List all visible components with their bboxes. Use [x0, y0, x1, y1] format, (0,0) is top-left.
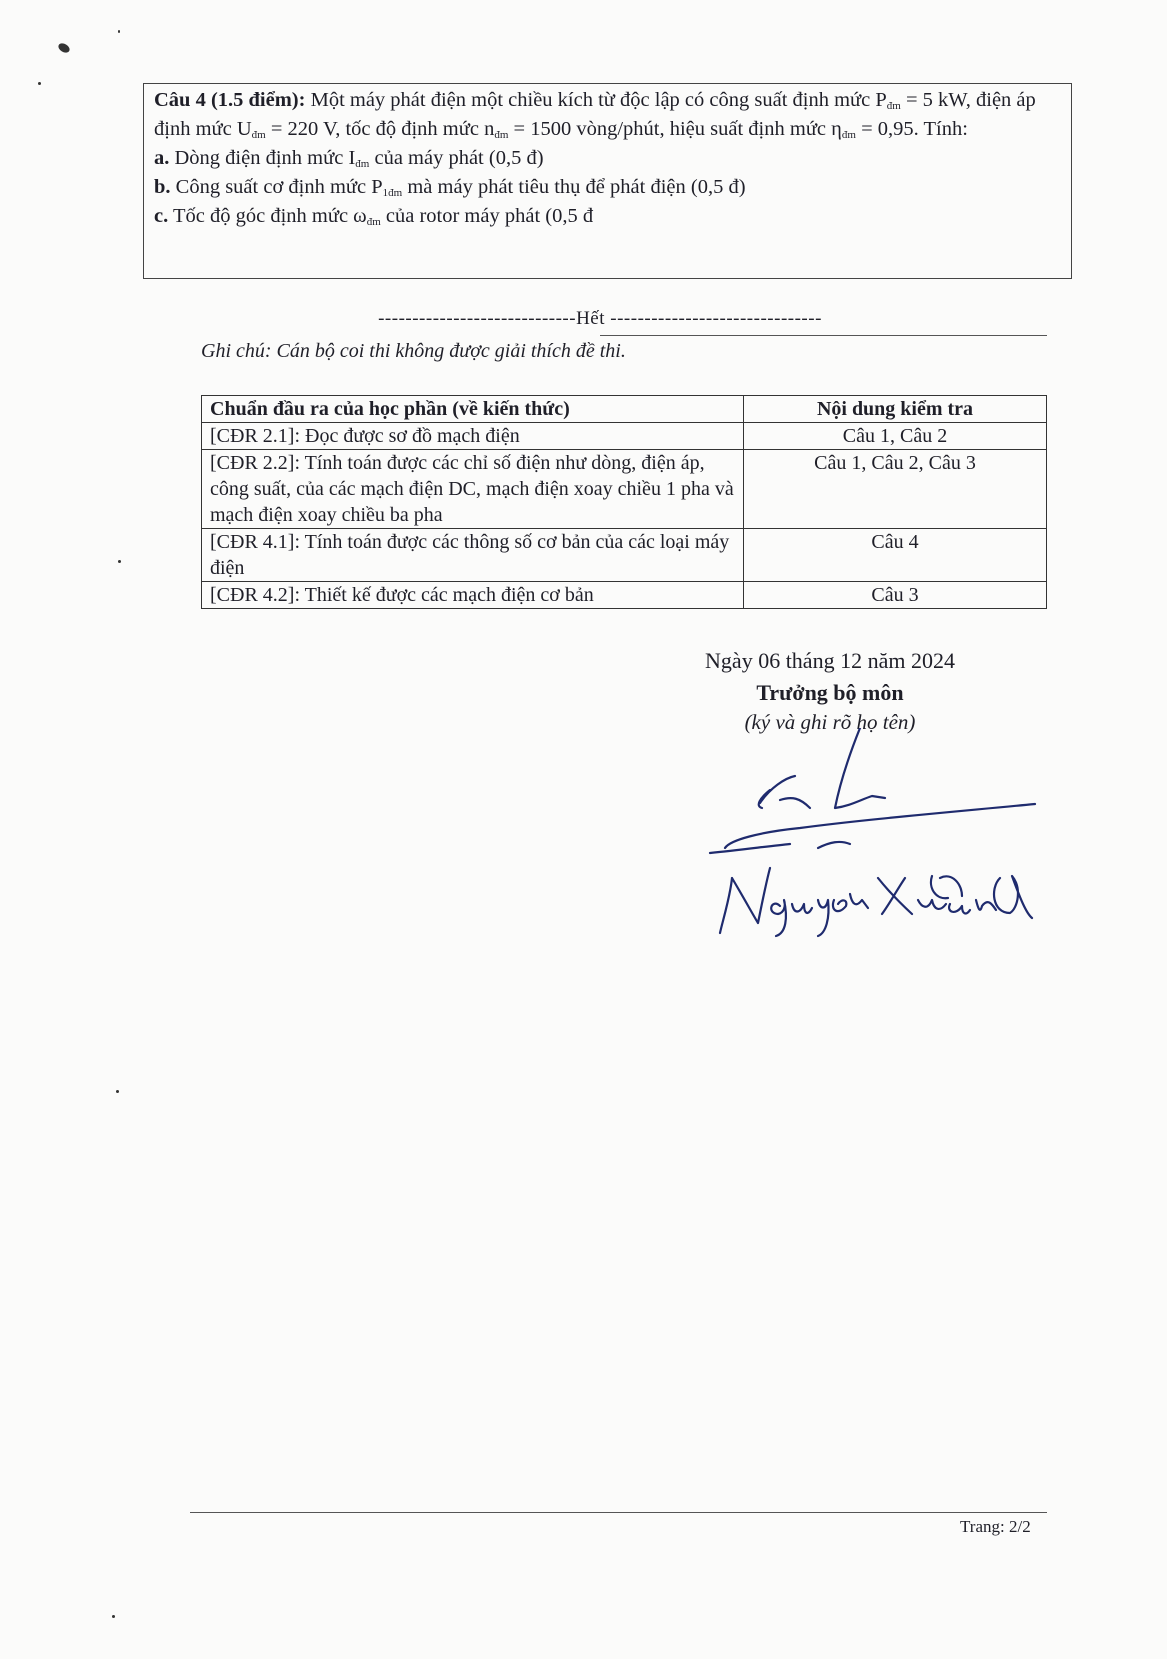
scan-speck — [116, 1090, 119, 1093]
handwritten-signature — [700, 728, 1040, 948]
part-c-label: c. — [154, 205, 169, 227]
outcome-cell: [CĐR 2.2]: Tính toán được các chỉ số điện như dòng, điện áp, công suất, của các mạch điện DC, mạch điện xoay chiều 1 pha và mạch điện xoay chiều ba pha — [202, 450, 744, 529]
outcome-cell: [CĐR 2.1]: Đọc được sơ đồ mạch điện — [202, 423, 744, 450]
table-row — [202, 450, 1047, 529]
subscript: đm — [841, 129, 856, 141]
part-a-label: a. — [154, 147, 170, 169]
question-text: = 220 V, tốc độ định mức n — [265, 118, 495, 140]
subscript: đm — [251, 129, 266, 141]
content-cell: Câu 1, Câu 2, Câu 3 — [744, 450, 1047, 529]
footer-divider — [190, 1512, 1047, 1513]
subscript: đm — [494, 129, 509, 141]
table-row — [202, 582, 1047, 609]
question-text: = 5 kW, điện áp định mức U — [154, 89, 1036, 140]
part-c-text: của rotor máy phát (0,5 đ — [380, 205, 594, 227]
subscript: đm — [886, 100, 901, 112]
question-text: = 0,95. Tính: — [855, 118, 968, 140]
scan-speck — [112, 1615, 115, 1618]
question-text: = 1500 vòng/phút, hiệu suất định mức η — [508, 118, 842, 140]
table-row — [202, 423, 1047, 450]
content-cell: Câu 4 — [744, 529, 1047, 582]
question-part-b — [154, 173, 1057, 202]
header-outcome: Chuẩn đầu ra của học phần (về kiến thức) — [202, 396, 744, 423]
subscript: đm — [366, 216, 381, 228]
part-b-text: mà máy phát tiêu thụ để phát điện (0,5 đ) — [402, 176, 746, 198]
signature-hint: (ký và ghi rõ họ tên) — [744, 710, 916, 734]
page-number: Trang: 2/2 — [960, 1517, 1031, 1536]
table-header-row — [202, 396, 1047, 423]
subscript: 1đm — [382, 187, 403, 199]
outcome-cell: [CĐR 4.2]: Thiết kế được các mạch điện cơ bản — [202, 582, 744, 609]
learning-outcomes-table — [201, 395, 1047, 609]
question-4-box — [143, 83, 1072, 279]
part-a-text: của máy phát (0,5 đ) — [369, 147, 544, 169]
signature-title: Trưởng bộ môn — [756, 680, 904, 705]
question-part-a — [154, 144, 1057, 173]
exam-note: Ghi chú: Cán bộ coi thi không được giải thích đề thi. — [201, 340, 626, 362]
question-4-heading: Câu 4 (1.5 điểm): — [154, 89, 306, 111]
question-4-intro — [154, 86, 1057, 144]
question-text: Một máy phát điện một chiều kích từ độc lập có công suất định mức P — [305, 89, 887, 111]
scan-speck — [118, 30, 120, 33]
content-cell: Câu 3 — [744, 582, 1047, 609]
question-part-c — [154, 202, 1057, 231]
scan-speck — [57, 42, 71, 55]
end-of-exam-marker: -----------------------------Hết ------------------------------- — [378, 308, 822, 329]
part-a-text: Dòng điện định mức I — [169, 147, 356, 169]
subscript: đm — [355, 158, 370, 170]
header-content: Nội dung kiểm tra — [744, 396, 1047, 423]
scan-speck — [38, 82, 41, 85]
part-b-label: b. — [154, 176, 171, 198]
divider — [600, 335, 1047, 336]
part-b-text: Công suất cơ định mức P — [170, 176, 383, 198]
table-row — [202, 529, 1047, 582]
scan-speck — [118, 560, 121, 563]
content-cell: Câu 1, Câu 2 — [744, 423, 1047, 450]
part-c-text: Tốc độ góc định mức ω — [168, 205, 367, 227]
signature-date: Ngày 06 tháng 12 năm 2024 — [705, 648, 955, 673]
outcome-cell: [CĐR 4.1]: Tính toán được các thông số cơ bản của các loại máy điện — [202, 529, 744, 582]
